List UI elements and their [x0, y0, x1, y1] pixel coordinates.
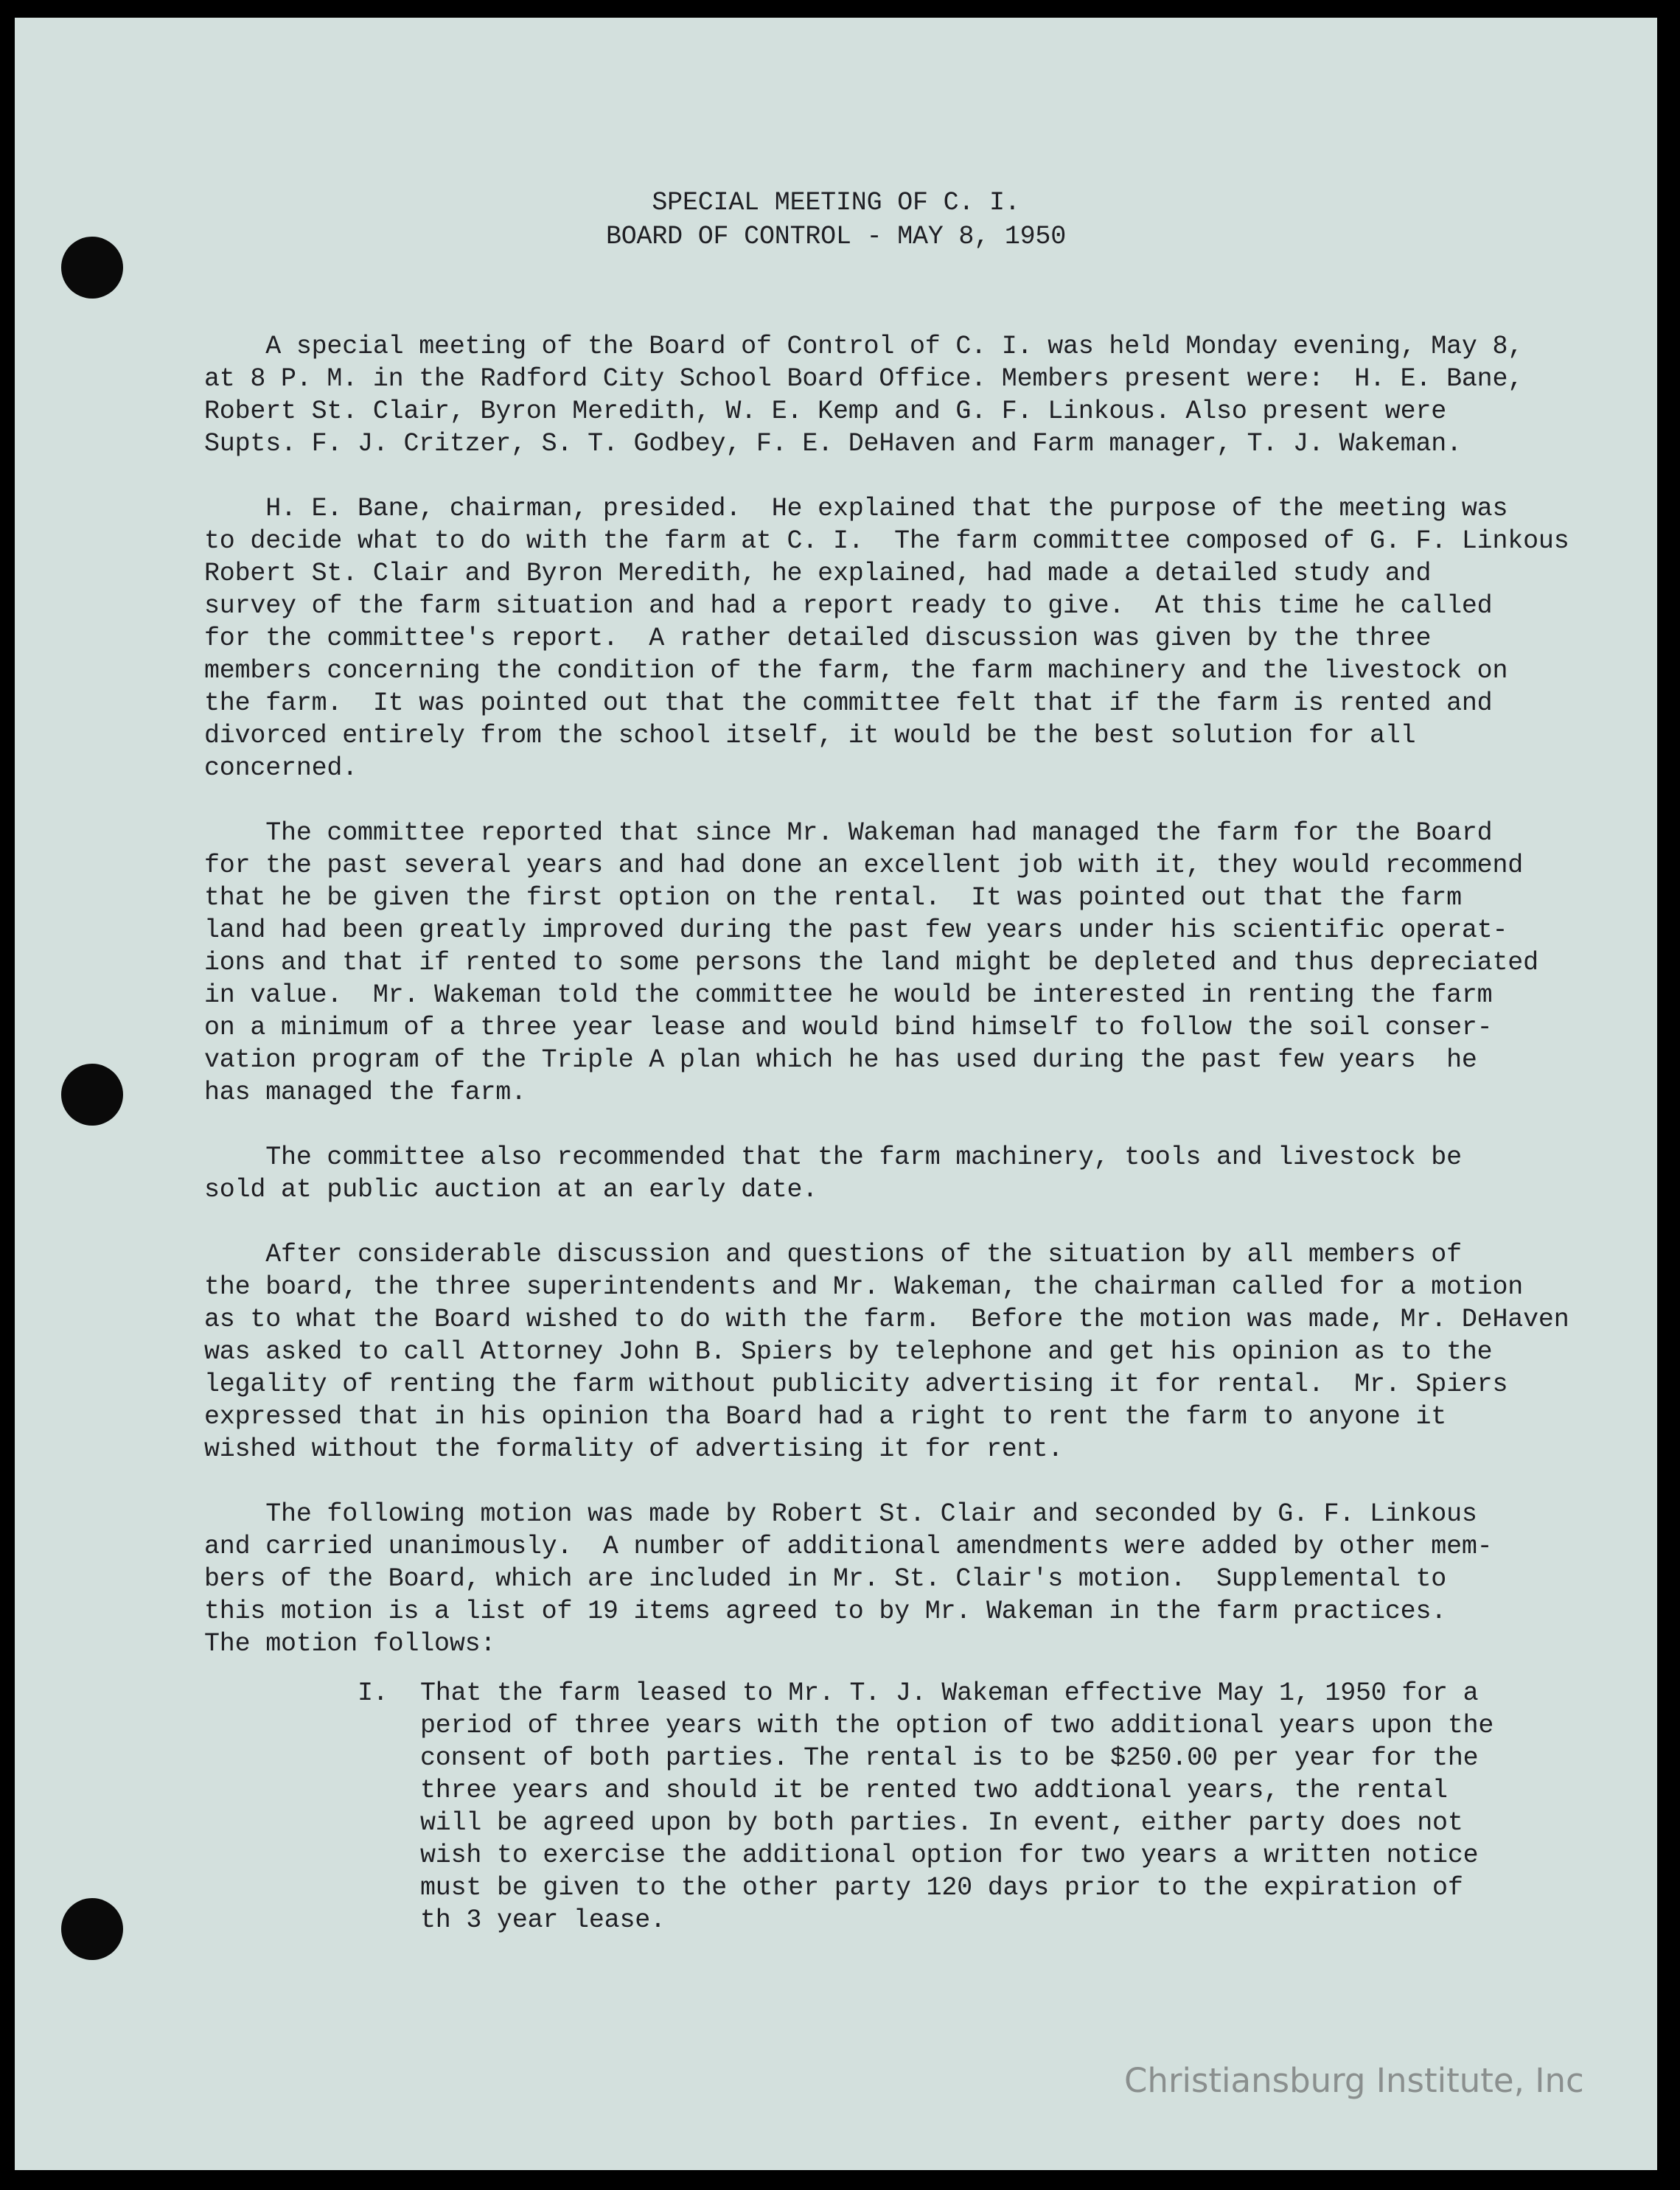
document-title [15, 186, 1657, 254]
paragraph-line: at 8 P. M. in the Radford City School Board Office. Members present were: H. E. Bane, [204, 364, 1524, 394]
paragraph-line: was asked to call Attorney John B. Spiers by telephone and get his opinion as to the [204, 1337, 1493, 1367]
paragraph-line: ions and that if rented to some persons the land might be depleted and thus depreciated [204, 948, 1538, 977]
paragraph [204, 1498, 1634, 1660]
paragraph-line: for the past several years and had done an excellent job with it, they would recommend [204, 851, 1524, 880]
document-body [204, 330, 1634, 1692]
paragraph-line: the board, the three superintendents and Mr. Wakeman, the chairman called for a motion [204, 1272, 1524, 1302]
binder-hole-middle [61, 1064, 123, 1126]
paragraph-line: The committee also recommended that the farm machinery, tools and livestock be [204, 1143, 1462, 1172]
paragraph-line: divorced entirely from the school itself, it would be the best solution for all [204, 721, 1416, 750]
motion-line: must be given to the other party 120 days prior to the expiration of [420, 1873, 1463, 1903]
paragraph-line: bers of the Board, which are included in Mr. St. Clair's motion. Supplemental to [204, 1564, 1447, 1594]
paragraph-line: in value. Mr. Wakeman told the committee he would be interested in renting the farm [204, 980, 1493, 1010]
paragraph-line: that he be given the first option on the rental. It was pointed out that the farm [204, 883, 1462, 913]
paragraph-line: Robert St. Clair, Byron Meredith, W. E. Kemp and G. F. Linkous. Also present were [204, 397, 1447, 426]
paragraph-line: Supts. F. J. Critzer, S. T. Godbey, F. E. DeHaven and Farm manager, T. J. Wakeman. [204, 429, 1462, 458]
paragraph-line: The committee reported that since Mr. Wakeman had managed the farm for the Board [204, 818, 1493, 848]
paragraph-line: sold at public auction at an early date. [204, 1175, 818, 1204]
paragraph [204, 817, 1634, 1109]
paragraph-line: expressed that in his opinion tha Board had a right to rent the farm to anyone it [204, 1402, 1447, 1431]
motion-line: will be agreed upon by both parties. In event, either party does not [420, 1808, 1463, 1838]
paragraph-line: to decide what to do with the farm at C. I. The farm committee composed of G. F. Linkous [204, 526, 1569, 556]
paragraph-line: A special meeting of the Board of Control of C. I. was held Monday evening, May 8, [204, 332, 1524, 361]
binder-hole-bottom [61, 1898, 123, 1960]
paragraph-line: Robert St. Clair and Byron Meredith, he explained, had made a detailed study and [204, 559, 1432, 588]
motion-line: consent of both parties. The rental is to be $250.00 per year for the [420, 1743, 1479, 1773]
paragraph-line: and carried unanimously. A number of additional amendments were added by other mem- [204, 1532, 1493, 1561]
paragraph-line: members concerning the condition of the farm, the farm machinery and the livestock on [204, 656, 1508, 686]
paragraph-line: on a minimum of a three year lease and would bind himself to follow the soil conser- [204, 1013, 1493, 1042]
paragraph-line: this motion is a list of 19 items agreed to by Mr. Wakeman in the farm practices. [204, 1597, 1447, 1626]
paragraph-line: the farm. It was pointed out that the committee felt that if the farm is rented and [204, 688, 1493, 718]
paragraph-line: H. E. Bane, chairman, presided. He explained that the purpose of the meeting was [204, 494, 1508, 523]
title-line: SPECIAL MEETING OF C. I. [652, 188, 1020, 217]
watermark: Christiansburg Institute, Inc [1124, 2061, 1584, 2100]
paragraph [204, 1238, 1634, 1465]
motion-line: three years and should it be rented two addtional years, the rental [420, 1776, 1448, 1805]
paragraph [204, 1141, 1634, 1206]
paragraph-line: vation program of the Triple A plan which he has used during the past few years he [204, 1045, 1477, 1075]
paragraph-line: for the committee's report. A rather detailed discussion was given by the three [204, 624, 1432, 653]
paragraph [204, 330, 1634, 460]
paragraph [204, 492, 1634, 784]
motion-line: th 3 year lease. [420, 1905, 666, 1935]
paragraph-line: as to what the Board wished to do with the farm. Before the motion was made, Mr. DeHaven [204, 1305, 1569, 1334]
paragraph-line: survey of the farm situation and had a report ready to give. At this time he called [204, 591, 1493, 621]
paragraph-line: The following motion was made by Robert St. Clair and seconded by G. F. Linkous [204, 1499, 1477, 1529]
motion-line: period of three years with the option of two additional years upon the [420, 1711, 1494, 1740]
paragraph-line: concerned. [204, 753, 358, 783]
paragraph-line: After considerable discussion and questions of the situation by all members of [204, 1240, 1462, 1269]
motion-line: wish to exercise the additional option for two years a written notice [420, 1841, 1479, 1870]
paragraph-line: The motion follows: [204, 1629, 496, 1659]
paragraph-line: wished without the formality of advertising it for rent. [204, 1434, 1063, 1464]
motion-text [420, 1677, 1493, 1936]
document-page [15, 18, 1657, 2170]
title-line: BOARD OF CONTROL - MAY 8, 1950 [605, 222, 1067, 251]
motion-line: That the farm leased to Mr. T. J. Wakeman effective May 1, 1950 for a [420, 1678, 1479, 1708]
paragraph-line: land had been greatly improved during the past few years under his scientific operat- [204, 916, 1508, 945]
motion-numeral: I. [358, 1678, 388, 1708]
paragraph-line: legality of renting the farm without publicity advertising it for rental. Mr. Spiers [204, 1370, 1508, 1399]
paragraph-line: has managed the farm. [204, 1078, 526, 1107]
